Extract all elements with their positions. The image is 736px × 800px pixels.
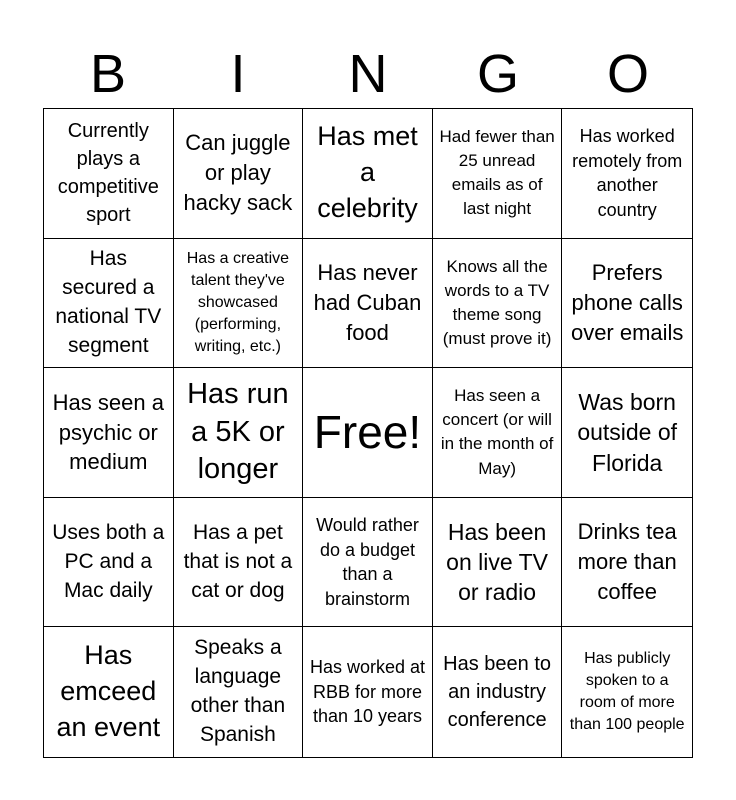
bingo-cell-g3[interactable] (433, 368, 563, 498)
bingo-cell-text: Uses both a PC and a Mac daily (52, 520, 165, 602)
bingo-cell-g4[interactable] (433, 498, 563, 628)
bingo-cell-free[interactable] (303, 368, 433, 498)
bingo-cell-n5[interactable] (303, 627, 433, 757)
bingo-cell-text: Has publicly spoken to a room of more than 100 people (569, 650, 685, 734)
bingo-cell-text: Would rather do a budget than a brainstorm (316, 515, 419, 609)
bingo-cell-text: Has secured a national TV segment (55, 246, 162, 357)
bingo-cell-text: Knows all the words to a TV theme song (must prove it) (442, 256, 552, 349)
bingo-cell-i4[interactable] (174, 498, 304, 628)
header-letter-n: N (348, 44, 388, 104)
bingo-cell-text: Had fewer than 25 unread emails as of last night (439, 127, 555, 219)
bingo-cell-b4[interactable] (44, 498, 174, 628)
bingo-cell-text: Has worked remotely from another country (572, 126, 683, 220)
bingo-board (43, 108, 693, 758)
bingo-cell-text: Has been on live TV or radio (446, 518, 549, 606)
bingo-cell-o3[interactable] (562, 368, 692, 498)
bingo-cell-text: Was born outside of Florida (577, 388, 678, 476)
bingo-cell-text: Has never had Cuban food (313, 260, 422, 345)
bingo-cell-i1[interactable] (174, 109, 304, 239)
bingo-cell-text: Prefers phone calls over emails (570, 260, 684, 345)
bingo-cell-n4[interactable] (303, 498, 433, 628)
header-letter-b: B (89, 44, 127, 104)
bingo-cell-text: Drinks tea more than coffee (577, 519, 677, 605)
bingo-cell-b3[interactable] (44, 368, 174, 498)
bingo-cell-o2[interactable] (562, 239, 692, 369)
bingo-cell-text: Has seen a psychic or medium (52, 389, 164, 475)
bingo-cell-text: Free! (313, 405, 422, 458)
bingo-cell-text: Has worked at RBB for more than 10 years (309, 657, 426, 727)
bingo-cell-i2[interactable] (174, 239, 304, 369)
bingo-cell-g5[interactable] (433, 627, 563, 757)
bingo-cell-g1[interactable] (433, 109, 563, 239)
bingo-cell-text: Has met a celebrity (317, 121, 418, 224)
bingo-header (43, 40, 693, 108)
bingo-cell-o4[interactable] (562, 498, 692, 628)
bingo-cell-b2[interactable] (44, 239, 174, 369)
header-letter-i: I (230, 44, 246, 104)
bingo-cell-text: Has a creative talent they've showcased (performing, writing, etc.) (186, 249, 290, 355)
bingo-cell-i5[interactable] (174, 627, 304, 757)
bingo-cell-n2[interactable] (303, 239, 433, 369)
bingo-cell-g2[interactable] (433, 239, 563, 369)
bingo-cell-text: Has emceed an event (56, 640, 161, 743)
bingo-cell-text: Has run a 5K or longer (187, 377, 289, 486)
bingo-cell-i3[interactable] (174, 368, 304, 498)
bingo-cell-text: Can juggle or play hacky sack (183, 130, 293, 216)
bingo-cell-text: Speaks a language other than Spanish (190, 636, 286, 747)
header-letter-g: G (476, 44, 519, 104)
bingo-cell-b5[interactable] (44, 627, 174, 757)
bingo-cell-text: Has a pet that is not a cat or dog (183, 520, 293, 602)
bingo-cell-o5[interactable] (562, 627, 692, 757)
bingo-cell-b1[interactable] (44, 109, 174, 239)
bingo-cell-n1[interactable] (303, 109, 433, 239)
header-letter-o: O (606, 44, 649, 104)
bingo-cell-text: Has seen a concert (or will in the month of May) (440, 386, 554, 478)
bingo-cell-text: Has been to an industry conference (443, 653, 552, 732)
bingo-cell-text: Currently plays a competitive sport (57, 120, 159, 227)
bingo-cell-o1[interactable] (562, 109, 692, 239)
